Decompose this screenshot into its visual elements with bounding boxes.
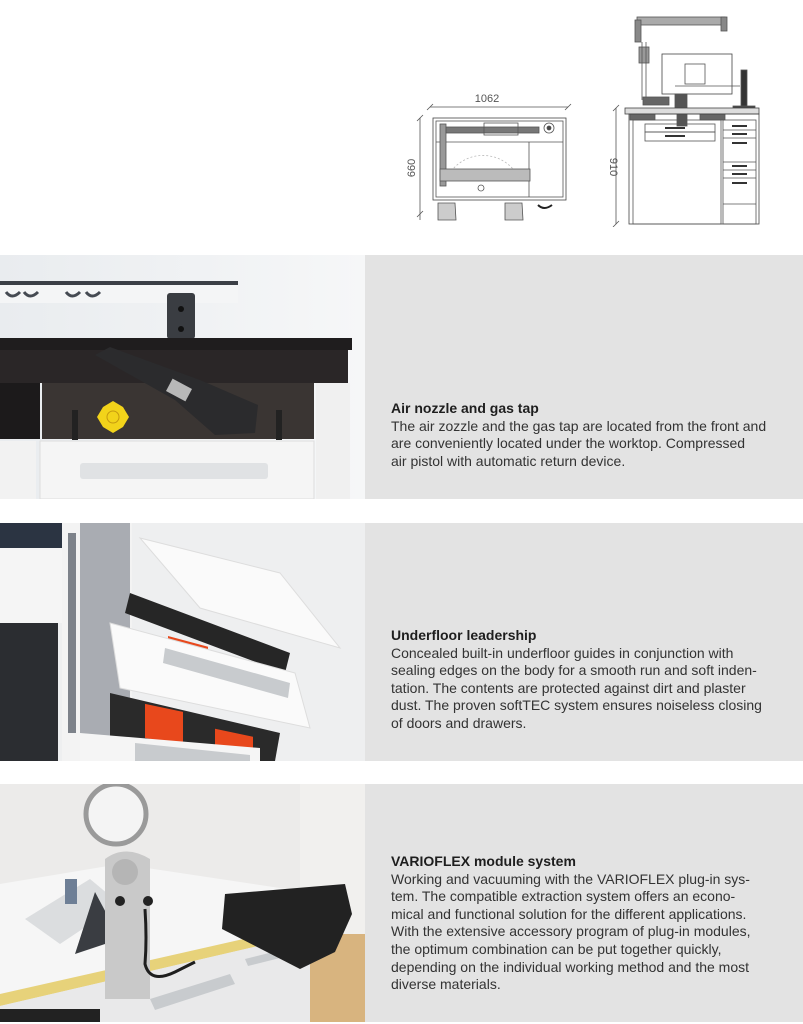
- feature-row-air-nozzle: [0, 255, 803, 499]
- feature-description-line: tem. The compatible extraction system offers an econo-: [391, 888, 736, 905]
- feature-description-line: sealing edges on the body for a smooth run and soft inden-: [391, 662, 757, 679]
- varioflex-module-photo: [0, 784, 365, 1022]
- feature-row-varioflex: [0, 784, 803, 1022]
- feature-description-line: diverse materials.: [391, 976, 501, 993]
- feature-panel-underfloor: [365, 523, 803, 761]
- top-view-drawing: [400, 80, 580, 230]
- feature-description-line: The air zozzle and the gas tap are located from the front and: [391, 417, 767, 434]
- feature-description-line: depending on the individual working method and the most: [391, 958, 750, 975]
- width-dimension-label: 1062: [474, 93, 500, 105]
- feature-row-underfloor: [0, 523, 803, 761]
- feature-description-line: mical and functional solution for the different applications.: [391, 905, 747, 922]
- feature-description-line: of doors and drawers.: [391, 714, 527, 731]
- drawer-guides-photo: [0, 523, 365, 761]
- height-dimension-label: 910: [607, 157, 619, 177]
- feature-text-varioflex: [391, 853, 789, 994]
- feature-title: Underfloor leadership: [391, 627, 537, 643]
- feature-description-line: tation. The contents are protected against dirt and plaster: [391, 679, 746, 696]
- depth-dimension-label: 660: [406, 158, 418, 178]
- feature-text-air-nozzle: [391, 400, 789, 470]
- feature-description-line: are conveniently located under the worktop. Compressed: [391, 435, 746, 452]
- feature-description-line: Working and vacuuming with the VARIOFLEX plug-in sys-: [391, 870, 750, 887]
- feature-text-underfloor: [391, 627, 789, 733]
- feature-title: Air nozzle and gas tap: [391, 400, 539, 416]
- feature-description-line: Concealed built-in underfloor guides in conjunction with: [391, 644, 734, 661]
- feature-description-line: air pistol with automatic return device.: [391, 452, 626, 469]
- feature-description-line: the optimum combination can be put together quickly,: [391, 940, 722, 957]
- feature-description-line: dust. The proven softTEC system ensures noiseless closing: [391, 697, 762, 714]
- front-view-drawing: [595, 12, 770, 227]
- air-nozzle-gas-tap-photo: [0, 255, 365, 499]
- technical-drawings: [0, 0, 803, 250]
- feature-panel-air-nozzle: [365, 255, 803, 499]
- feature-panel-varioflex: [365, 784, 803, 1022]
- feature-description-line: With the extensive accessory program of plug-in modules,: [391, 923, 751, 940]
- feature-title: VARIOFLEX module system: [391, 853, 576, 869]
